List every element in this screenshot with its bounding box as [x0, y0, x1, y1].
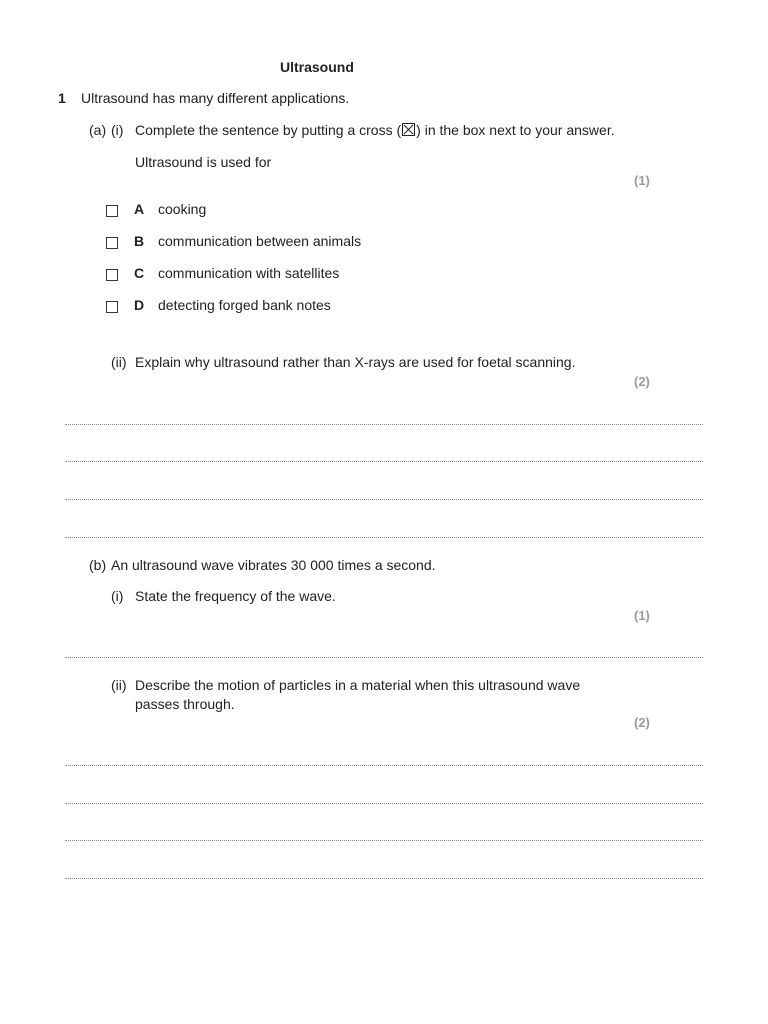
- option-c-letter: C: [134, 265, 145, 281]
- part-a-ii-text: Explain why ultrasound rather than X-rays are used for foetal scanning.: [135, 354, 576, 370]
- part-a-i-label: (i): [111, 122, 124, 138]
- part-b-i-marks: (1): [634, 608, 650, 623]
- part-b-i-text: State the frequency of the wave.: [135, 588, 336, 604]
- option-c-checkbox[interactable]: [106, 269, 118, 281]
- part-b-intro: An ultrasound wave vibrates 30 000 times a second.: [111, 557, 436, 573]
- part-a-label: (a): [89, 122, 107, 138]
- part-b-ii-label: (ii): [111, 677, 127, 693]
- part-b-ii-text-line1: Describe the motion of particles in a material when this ultrasound wave: [135, 677, 581, 693]
- question-number: 1: [58, 90, 66, 106]
- part-b-ii-text-line2: passes through.: [135, 696, 235, 712]
- option-d-checkbox[interactable]: [106, 301, 118, 313]
- answer-line[interactable]: [65, 878, 703, 879]
- answer-line[interactable]: [65, 840, 703, 841]
- page-title: Ultrasound: [280, 59, 354, 75]
- part-a-ii-marks: (2): [634, 374, 650, 389]
- option-d-text: detecting forged bank notes: [158, 297, 331, 313]
- option-b-text: communication between animals: [158, 233, 362, 249]
- option-a-letter: A: [134, 201, 145, 217]
- answer-line[interactable]: [65, 803, 703, 804]
- part-b-label: (b): [89, 557, 107, 573]
- part-a-i-stem: Ultrasound is used for: [135, 154, 272, 170]
- part-a-ii-label: (ii): [111, 354, 127, 370]
- option-a-text: cooking: [158, 201, 207, 217]
- answer-line[interactable]: [65, 765, 703, 766]
- question-intro: Ultrasound has many different applications.: [81, 90, 350, 106]
- answer-line[interactable]: [65, 499, 703, 500]
- instruction-text-after: ) in the box next to your answer.: [416, 122, 615, 138]
- answer-line[interactable]: [65, 461, 703, 462]
- answer-line[interactable]: [65, 537, 703, 538]
- answer-line[interactable]: [65, 657, 703, 658]
- option-b-checkbox[interactable]: [106, 237, 118, 249]
- part-a-i-instruction: [135, 121, 615, 139]
- option-c-text: communication with satellites: [158, 265, 340, 281]
- instruction-text-before: Complete the sentence by putting a cross (: [135, 122, 402, 138]
- option-d-letter: D: [134, 297, 145, 313]
- part-a-i-marks: (1): [634, 173, 650, 188]
- part-b-ii-marks: (2): [634, 715, 650, 730]
- part-b-i-label: (i): [111, 588, 124, 604]
- option-b-letter: B: [134, 233, 145, 249]
- option-a-checkbox[interactable]: [106, 205, 118, 217]
- answer-line[interactable]: [65, 424, 703, 425]
- crossed-box-icon: [402, 123, 415, 136]
